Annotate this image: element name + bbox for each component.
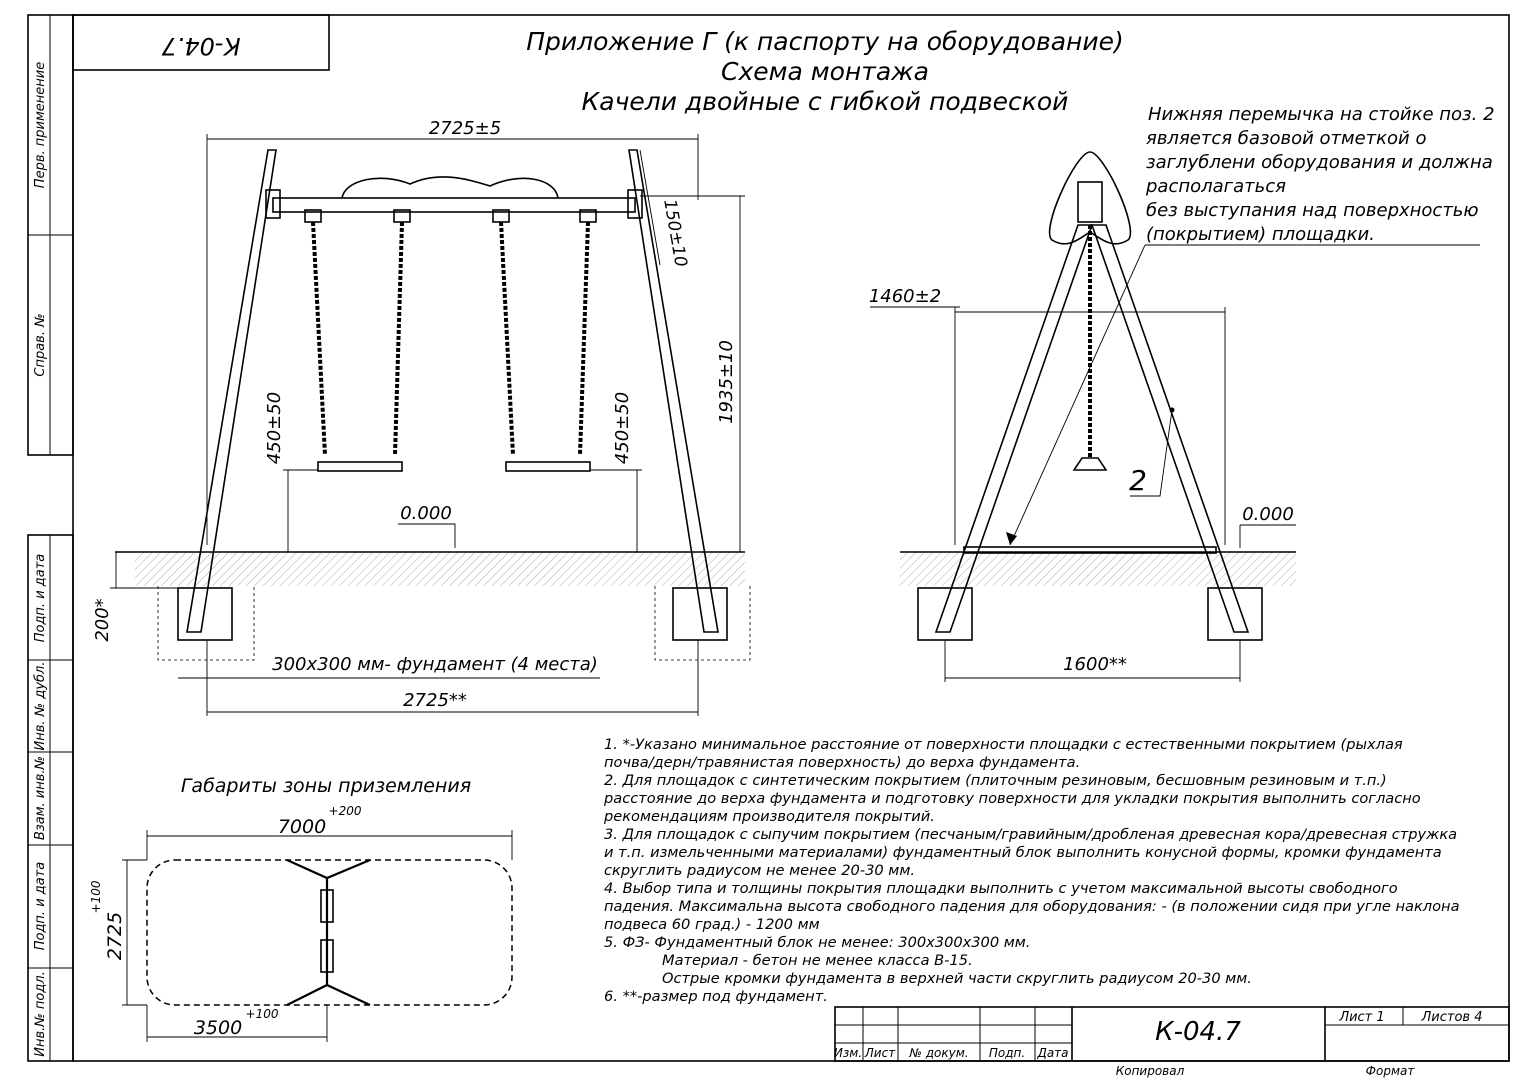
tb-code: К-04.7 — [1155, 1017, 1241, 1047]
chain-4 — [580, 222, 588, 455]
tb-list: Лист — [864, 1046, 896, 1060]
side-seat — [1074, 458, 1106, 470]
strip-podp2: Подп. и дата — [33, 861, 48, 951]
zone-half-tol: +100 — [245, 1007, 279, 1021]
strip-podp1: Подп. и дата — [33, 553, 48, 643]
front-view — [92, 118, 750, 716]
note-line-2: почва/дерн/травянистая поверхность) до верха фундамента. — [604, 754, 1081, 771]
title-line2: Схема монтажа — [721, 57, 929, 86]
note-line-3: 2. Для площадок с синтетическим покрытием (плиточным резиновым, бесшовным резиновым и т.п.) — [604, 772, 1387, 789]
top-stamp-code: К-04.7 — [161, 32, 241, 60]
tb-sheets: Листов 4 — [1421, 1010, 1483, 1025]
strip-perv: Перв. применение — [33, 61, 48, 189]
seat-left — [318, 462, 402, 471]
title-block — [834, 1007, 1509, 1078]
side-note — [1145, 104, 1495, 245]
note-line-9: 4. Выбор типа и толщины покрытия площадки выполнить с учетом максимальной высоты свободного — [604, 880, 1398, 897]
level-side: 0.000 — [1242, 504, 1294, 525]
general-notes — [603, 736, 1460, 1005]
side-note-line-5: без выступания над поверхностью — [1146, 200, 1479, 221]
dim-450-right: 450±50 — [612, 391, 633, 465]
note-line-8: скруглить радиусом не менее 20-30 мм. — [604, 862, 915, 879]
level-front: 0.000 — [400, 503, 452, 524]
dim-1935: 1935±10 — [716, 340, 737, 424]
zone-half: 3500 — [193, 1017, 243, 1039]
foundation-label: 300х300 мм- фундамент (4 места) — [272, 654, 598, 675]
top-decor — [342, 177, 558, 198]
note-line-5: рекомендациям производителя покрытий. — [604, 808, 935, 825]
dim-200: 200* — [92, 598, 113, 642]
title-line1: Приложение Г (к паспорту на оборудование) — [526, 27, 1124, 56]
tb-izm: Изм. — [833, 1046, 863, 1060]
note-line-15: 6. **-размер под фундамент. — [604, 988, 828, 1005]
chain-3 — [501, 222, 513, 455]
landing-zone-outline — [147, 860, 512, 1005]
note-line-7: и т.п. измельченными материалами) фундаментный блок выполнить конусной формы, кромки фундамента — [604, 844, 1442, 861]
dim-bottom-front: 2725** — [403, 690, 467, 711]
strip-inv-dubl: Инв. № дубл. — [33, 661, 48, 751]
tb-kopiroval: Копировал — [1115, 1064, 1185, 1078]
side-note-line-1: Нижняя перемычка на стойке поз. 2 — [1148, 104, 1495, 125]
strip-inv-podl: Инв.№ подл. — [33, 971, 48, 1057]
seat-right — [506, 462, 590, 471]
zone-width-tol: +100 — [89, 880, 103, 914]
strip-vzam: Взам. инв.№ — [33, 755, 48, 841]
top-stamp — [73, 15, 329, 70]
side-note-line-4: располагаться — [1146, 176, 1286, 197]
tb-format: Формат — [1365, 1064, 1415, 1078]
tb-ndokum: № докум. — [909, 1046, 969, 1060]
zone-length: 7000 — [277, 816, 327, 838]
dim-top-front: 2725±5 — [428, 118, 502, 139]
landing-zone-title: Габариты зоны приземления — [180, 775, 472, 797]
tb-data: Дата — [1037, 1046, 1069, 1060]
zone-length-tol: +200 — [328, 804, 362, 818]
tb-podp: Подп. — [988, 1046, 1026, 1060]
note-line-6: 3. Для площадок с сыпучим покрытием (песчаным/гравийным/дробленая древесная кора/древесная стружка — [604, 826, 1458, 843]
title-line3: Качели двойные с гибкой подвеской — [581, 87, 1069, 116]
ground-hatch-left — [135, 552, 745, 586]
side-note-line-2: является базовой отметкой о — [1146, 128, 1427, 149]
note-line-13: Материал - бетон не менее класса В-15. — [662, 952, 973, 969]
zone-width: 2725 — [104, 911, 126, 961]
note-line-11: подвеса 60 град.) - 1200 мм — [604, 916, 820, 933]
note-line-12: 5. ФЗ- Фундаментный блок не менее: 300х300х300 мм. — [604, 934, 1031, 951]
foundation-left — [178, 588, 232, 640]
side-note-line-6: (покрытием) площадки. — [1146, 224, 1375, 245]
note-line-1: 1. *-Указано минимальное расстояние от поверхности площадки с естественными покрытием (рыхлая — [604, 736, 1403, 753]
landing-zone — [89, 775, 512, 1042]
note-line-14: Острые кромки фундамента в верхней части скруглить радиусом 20-30 мм. — [662, 970, 1252, 987]
dim-top-side: 1460±2 — [868, 286, 942, 307]
position-2: 2 — [1129, 464, 1147, 497]
drawing-title — [526, 27, 1124, 116]
foundation-right — [673, 588, 727, 640]
tb-sheet: Лист 1 — [1339, 1010, 1385, 1025]
dim-450-left: 450±50 — [264, 391, 285, 465]
chain-2 — [395, 222, 402, 455]
chain-1 — [313, 222, 325, 455]
side-note-line-3: заглублени оборудования и должна — [1146, 152, 1493, 173]
left-strip — [28, 15, 73, 1061]
dim-bottom-side: 1600** — [1063, 654, 1127, 675]
note-line-10: падения. Максимальна высота свободного падения для оборудования: - (в положении сидя при угле наклона — [604, 898, 1460, 915]
strip-sprav: Справ. № — [33, 313, 48, 377]
note-line-4: расстояние до верха фундамента и подготовку поверхности для укладки покрытия выполнить согласно — [604, 790, 1421, 807]
dim-150: 150±10 — [659, 197, 691, 269]
